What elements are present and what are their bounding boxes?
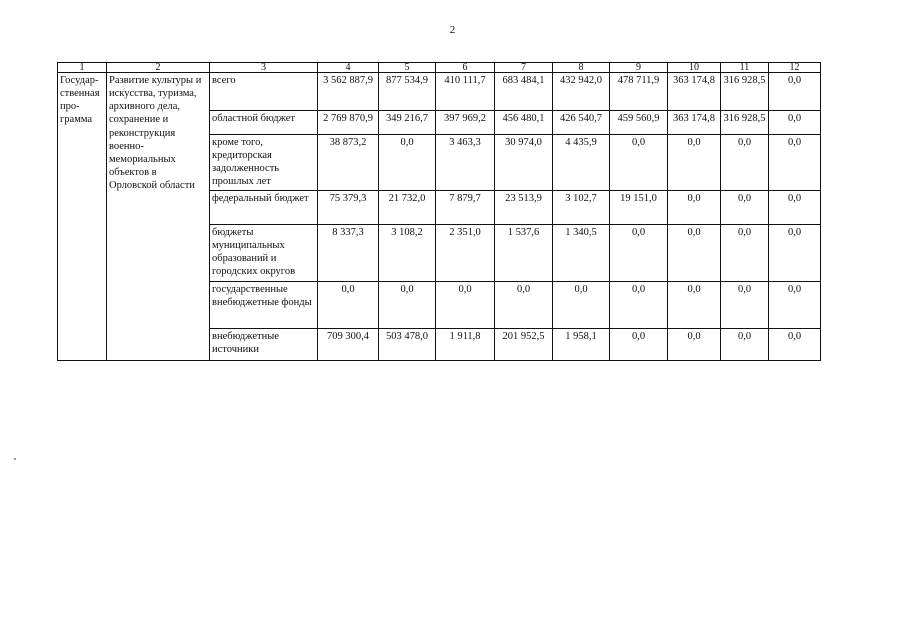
value-cell: 478 711,9: [610, 73, 668, 111]
value-cell: 0,0: [769, 135, 821, 191]
value-cell: 410 111,7: [436, 73, 495, 111]
value-cell: 0,0: [721, 225, 769, 282]
value-cell: 683 484,1: [495, 73, 553, 111]
value-cell: 4 435,9: [553, 135, 610, 191]
value-cell: 0,0: [610, 329, 668, 361]
source-label: федеральный бюджет: [210, 191, 318, 225]
header-cell: 12: [769, 63, 821, 73]
value-cell: 1 340,5: [553, 225, 610, 282]
header-row: [58, 63, 821, 73]
value-cell: 0,0: [610, 225, 668, 282]
value-cell: 0,0: [668, 225, 721, 282]
header-cell: 11: [721, 63, 769, 73]
header-cell: 5: [379, 63, 436, 73]
scan-speck: [14, 458, 16, 460]
value-cell: 0,0: [721, 282, 769, 329]
value-cell: 7 879,7: [436, 191, 495, 225]
value-cell: 21 732,0: [379, 191, 436, 225]
header-cell: 2: [107, 63, 210, 73]
program-type-cell: Государ-ственная про-грамма: [58, 73, 107, 361]
value-cell: 1 958,1: [553, 329, 610, 361]
value-cell: 0,0: [318, 282, 379, 329]
value-cell: 316 928,5: [721, 111, 769, 135]
value-cell: 75 379,3: [318, 191, 379, 225]
header-cell: 6: [436, 63, 495, 73]
header-cell: 9: [610, 63, 668, 73]
value-cell: 0,0: [668, 282, 721, 329]
value-cell: 2 351,0: [436, 225, 495, 282]
value-cell: 363 174,8: [668, 111, 721, 135]
value-cell: 2 769 870,9: [318, 111, 379, 135]
value-cell: 0,0: [769, 111, 821, 135]
header-cell: 10: [668, 63, 721, 73]
header-cell: 1: [58, 63, 107, 73]
value-cell: 363 174,8: [668, 73, 721, 111]
value-cell: 0,0: [668, 191, 721, 225]
header-cell: 7: [495, 63, 553, 73]
value-cell: 397 969,2: [436, 111, 495, 135]
value-cell: 8 337,3: [318, 225, 379, 282]
value-cell: 0,0: [610, 135, 668, 191]
value-cell: 0,0: [721, 135, 769, 191]
source-label: кроме того, кредиторская задолженность прошлых лет: [210, 135, 318, 191]
value-cell: 201 952,5: [495, 329, 553, 361]
value-cell: 456 480,1: [495, 111, 553, 135]
value-cell: 0,0: [610, 282, 668, 329]
value-cell: 0,0: [769, 225, 821, 282]
value-cell: 0,0: [668, 329, 721, 361]
value-cell: 38 873,2: [318, 135, 379, 191]
table-row: [58, 73, 821, 111]
value-cell: 432 942,0: [553, 73, 610, 111]
value-cell: 709 300,4: [318, 329, 379, 361]
value-cell: 316 928,5: [721, 73, 769, 111]
header-cell: 4: [318, 63, 379, 73]
value-cell: 503 478,0: [379, 329, 436, 361]
value-cell: 1 537,6: [495, 225, 553, 282]
value-cell: 349 216,7: [379, 111, 436, 135]
value-cell: 0,0: [769, 282, 821, 329]
source-label: областной бюджет: [210, 111, 318, 135]
value-cell: 426 540,7: [553, 111, 610, 135]
value-cell: 0,0: [553, 282, 610, 329]
budget-table: [57, 62, 821, 361]
value-cell: 0,0: [495, 282, 553, 329]
value-cell: 3 463,3: [436, 135, 495, 191]
page-number: 2: [449, 24, 456, 36]
value-cell: 0,0: [721, 329, 769, 361]
source-label: внебюджетные источники: [210, 329, 318, 361]
header-cell: 3: [210, 63, 318, 73]
value-cell: 0,0: [769, 329, 821, 361]
value-cell: 0,0: [436, 282, 495, 329]
value-cell: 0,0: [721, 191, 769, 225]
value-cell: 877 534,9: [379, 73, 436, 111]
value-cell: 0,0: [769, 73, 821, 111]
value-cell: 3 108,2: [379, 225, 436, 282]
program-name-cell: Развитие культуры и искусства, туризма, архивного дела, сохранение и реконструкция военно-мемориальных объектов в Орловской области: [107, 73, 210, 361]
value-cell: 459 560,9: [610, 111, 668, 135]
value-cell: 3 102,7: [553, 191, 610, 225]
value-cell: 0,0: [379, 135, 436, 191]
value-cell: 19 151,0: [610, 191, 668, 225]
value-cell: 0,0: [668, 135, 721, 191]
source-label: всего: [210, 73, 318, 111]
value-cell: 30 974,0: [495, 135, 553, 191]
value-cell: 3 562 887,9: [318, 73, 379, 111]
value-cell: 0,0: [379, 282, 436, 329]
header-cell: 8: [553, 63, 610, 73]
value-cell: 23 513,9: [495, 191, 553, 225]
source-label: государственные внебюджетные фонды: [210, 282, 318, 329]
source-label: бюджеты муниципальных образований и городских округов: [210, 225, 318, 282]
value-cell: 1 911,8: [436, 329, 495, 361]
value-cell: 0,0: [769, 191, 821, 225]
